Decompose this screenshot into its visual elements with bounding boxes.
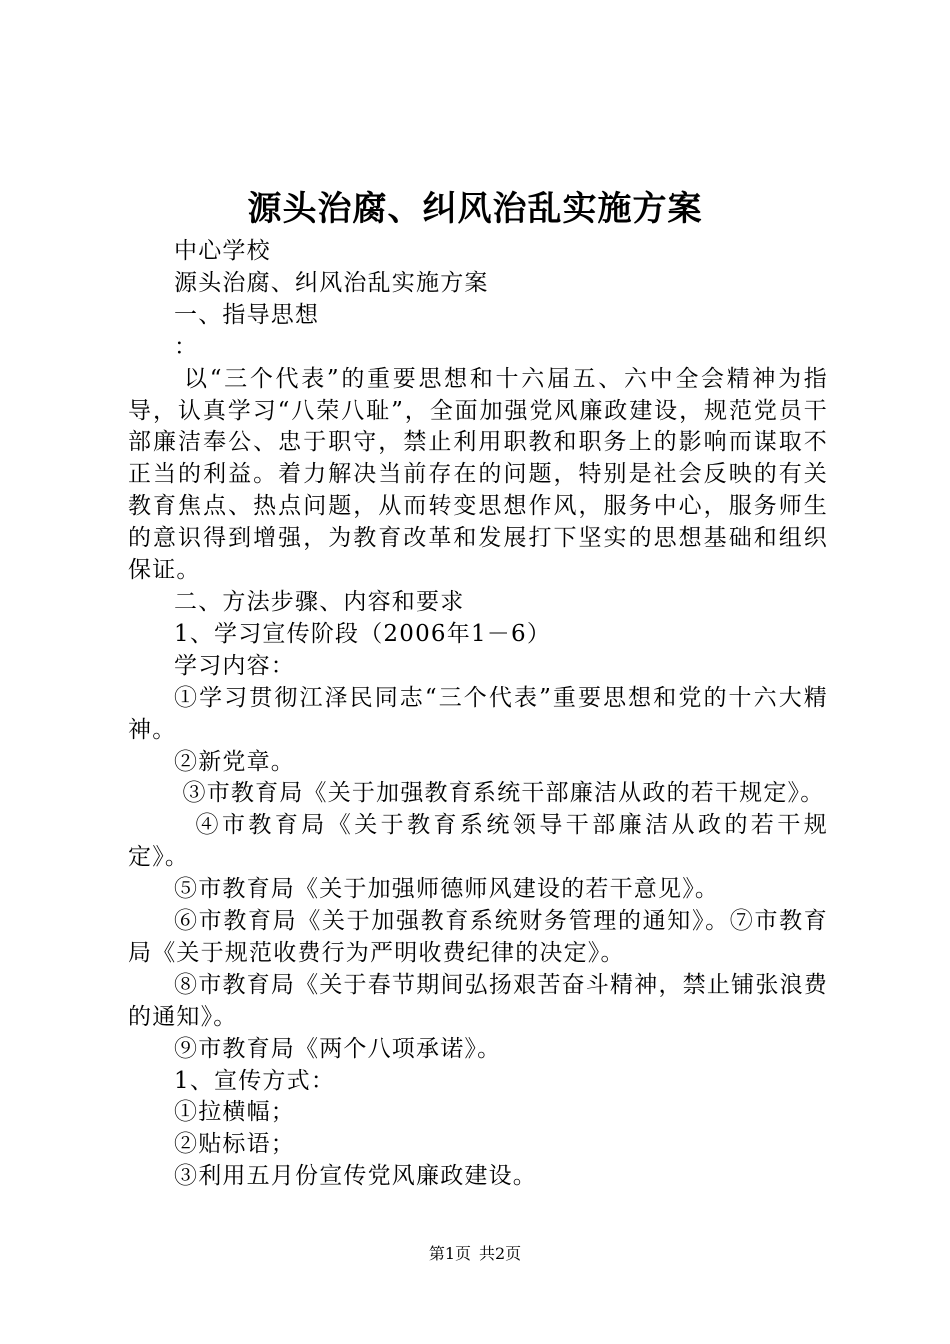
document-body [128,236,828,1193]
paragraph: 1、学习宣传阶段（2006年1－6） [174,620,552,647]
list-item: ①拉横幅； [174,1099,295,1126]
subtitle: 源头治腐、纠风治乱实施方案 [174,269,489,296]
list-item: ⑥市教育局《关于加强教育系统财务管理的通知》。⑦市教育局《关于规范收费行为严明收费纪律的决定》。 [128,908,828,966]
section-heading: 二、方法步骤、内容和要求 [174,588,465,615]
list-item: ③市教育局《关于加强教育系统干部廉洁从政的若干规定》。 [174,780,825,807]
list-item: ⑤市教育局《关于加强师德师风建设的若干意见》。 [174,876,720,903]
list-item: ⑨市教育局《两个八项承诺》。 [174,1035,502,1062]
document-title: 源头治腐、纠风治乱实施方案 [247,189,703,229]
paragraph: 1、宣传方式： [174,1067,336,1094]
section-heading: 一、指导思想 [174,301,320,328]
page-number: 第1页 [428,1244,471,1263]
list-item: ④市教育局《关于教育系统领导干部廉洁从政的若干规定》。 [128,812,828,871]
page-total: 共2页 [479,1244,522,1263]
list-item: ⑧市教育局《关于春节期间弘扬艰苦奋斗精神，禁止铺张浪费的通知》。 [128,971,828,1030]
list-item: ③利用五月份宣传党风廉政建设。 [174,1163,537,1190]
list-item: ①学习贯彻江泽民同志“三个代表”重要思想和党的十六大精神。 [128,684,828,743]
list-item: ②贴标语； [174,1131,295,1158]
paragraph: ： [174,333,199,360]
page-footer [0,1242,950,1266]
school-name: 中心学校 [174,238,271,264]
paragraph: 学习内容： [174,652,295,679]
list-item: ②新党章。 [174,748,295,775]
paragraph: 以“三个代表”的重要思想和十六届五、六中全会精神为指导，认真学习“八荣八耻”，全面加强党风廉政建设，规范党员干部廉洁奉公、忠于职守，禁止利用职教和职务上的影响而谋取不正当的利益。着力解决当前存在的问题，特别是社会反映的有关教育焦点、热点问题，从而转变思想作风，服务中心，服务师生的意识得到增强，为教育改革和发展打下坚实的思想基础和组织保证。 [128,365,829,584]
